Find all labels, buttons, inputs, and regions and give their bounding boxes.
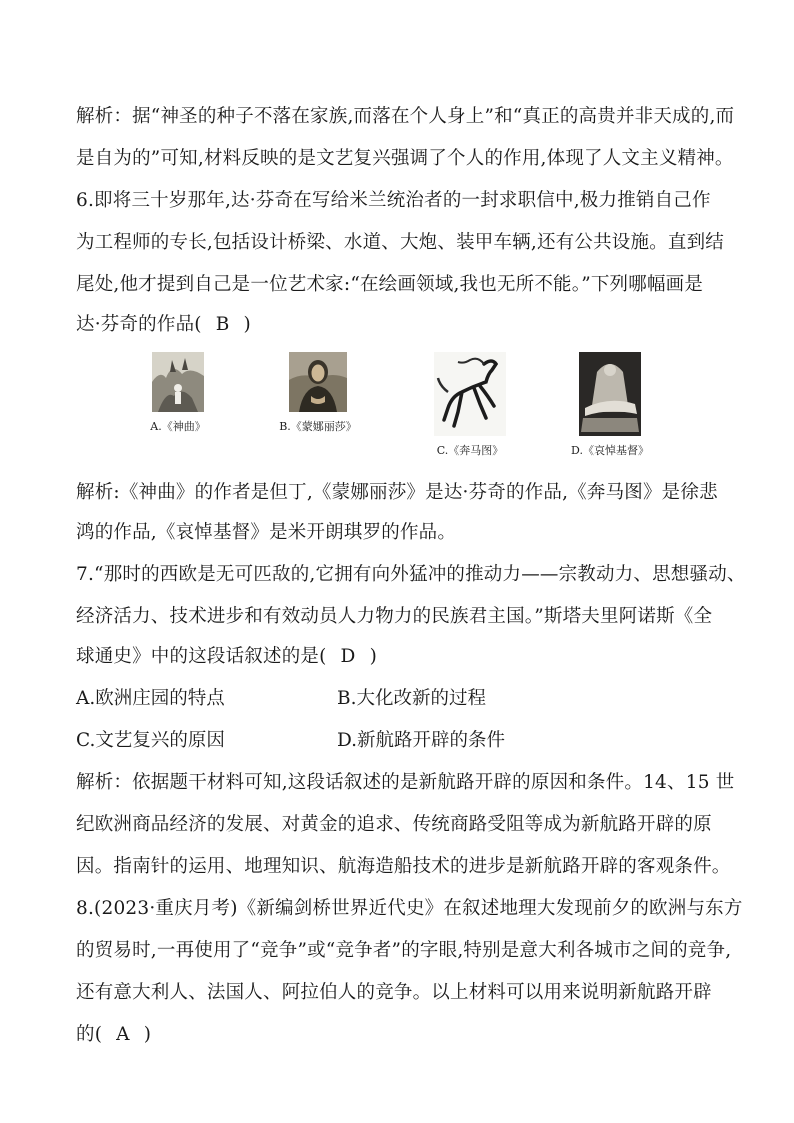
q6-option-d-caption: D.《哀悼基督》 [571, 444, 649, 457]
q6-stem-last: 达·芬奇的作品( [76, 314, 202, 335]
q7-analysis-line-2: 纪欧洲商品经济的发展、对黄金的追求、传统商路受阻等成为新航路开辟的原 [76, 814, 712, 835]
q7-stem-line-2: 经济活力、技术进步和有效动员人力物力的民族君主国。”斯塔夫里阿诺斯《全 [76, 606, 713, 627]
q7-stem-line-3 [76, 646, 377, 668]
q7-option-a: A.欧洲庄园的特点 [76, 688, 225, 709]
q6-answer: B [215, 314, 230, 335]
q7-stem-last: 球通史》中的这段话叙述的是( [76, 646, 327, 667]
q6-option-d [560, 352, 660, 458]
q6-analysis-line-2: 鸿的作品,《哀悼基督》是米开朗琪罗的作品。 [76, 522, 457, 543]
divine-comedy-engraving-icon [152, 352, 204, 412]
q8-stem-line-2: 的贸易时,一再使用了“竞争”或“竞争者”的字眼,特别是意大利各城市之间的竞争, [76, 940, 732, 961]
q8-stem-line-1: 8.(2023·重庆月考)《新编剑桥世界近代史》在叙述地理大发现前夕的欧洲与东方 [76, 898, 743, 919]
q6-analysis-line-1: 解析:《神曲》的作者是但丁,《蒙娜丽莎》是达·芬奇的作品,《奔马图》是徐悲 [76, 482, 718, 503]
q6-stem-line-2: 为工程师的专长,包括设计桥梁、水道、大炮、装甲车辆,还有公共设施。直到结 [76, 232, 724, 253]
q8-stem-last: 的( [76, 1024, 103, 1045]
q6-option-a [133, 352, 223, 434]
q5-analysis-line-2: 是自为的”可知,材料反映的是文艺复兴强调了个人的作用,体现了人文主义精神。 [76, 148, 734, 169]
q8-answer: A [116, 1024, 130, 1045]
q7-analysis-line-3: 因。指南针的运用、地理知识、航海造船技术的进步是新航路开辟的客观条件。 [76, 856, 731, 877]
q6-option-b-caption: B.《蒙娜丽莎》 [279, 420, 357, 433]
q8-close-paren: ) [143, 1024, 152, 1045]
q7-close-paren: ) [369, 646, 377, 667]
q7-answer: D [340, 646, 356, 667]
q8-stem-line-4 [76, 1024, 151, 1046]
pieta-sculpture-icon [579, 352, 641, 436]
q6-option-c-caption: C.《奔马图》 [436, 444, 504, 457]
mona-lisa-painting-icon [289, 352, 347, 412]
q6-option-a-caption: A.《神曲》 [150, 420, 206, 433]
q8-stem-line-3: 还有意大利人、法国人、阿拉伯人的竞争。以上材料可以用来说明新航路开辟 [76, 982, 712, 1003]
q6-stem-line-4 [76, 314, 251, 336]
q7-option-b: B.大化改新的过程 [337, 688, 486, 709]
q6-stem-line-1: 6.即将三十岁那年,达·芬奇在写给米兰统治者的一封求职信中,极力推销自己作 [76, 190, 711, 211]
q7-option-d: D.新航路开辟的条件 [337, 730, 506, 751]
q6-close-paren: ) [243, 314, 251, 335]
q7-stem-line-1: 7.“那时的西欧是无可匹敌的,它拥有向外猛冲的推动力——宗教动力、思想骚动、 [76, 564, 746, 585]
q6-option-b [268, 352, 368, 434]
q6-image-options [0, 352, 794, 462]
q7-option-c: C.文艺复兴的原因 [76, 730, 225, 751]
galloping-horse-ink-painting-icon [434, 352, 506, 436]
q6-option-c [420, 352, 520, 458]
q6-stem-line-3: 尾处,他才提到自己是一位艺术家:“在绘画领域,我也无所不能。”下列哪幅画是 [76, 274, 704, 295]
q5-analysis-line-1: 解析：据“神圣的种子不落在家族,而落在个人身上”和“真正的高贵并非天成的,而 [76, 106, 735, 127]
q7-analysis-line-1: 解析：依据题干材料可知,这段话叙述的是新航路开辟的原因和条件。14、15 世 [76, 772, 735, 793]
